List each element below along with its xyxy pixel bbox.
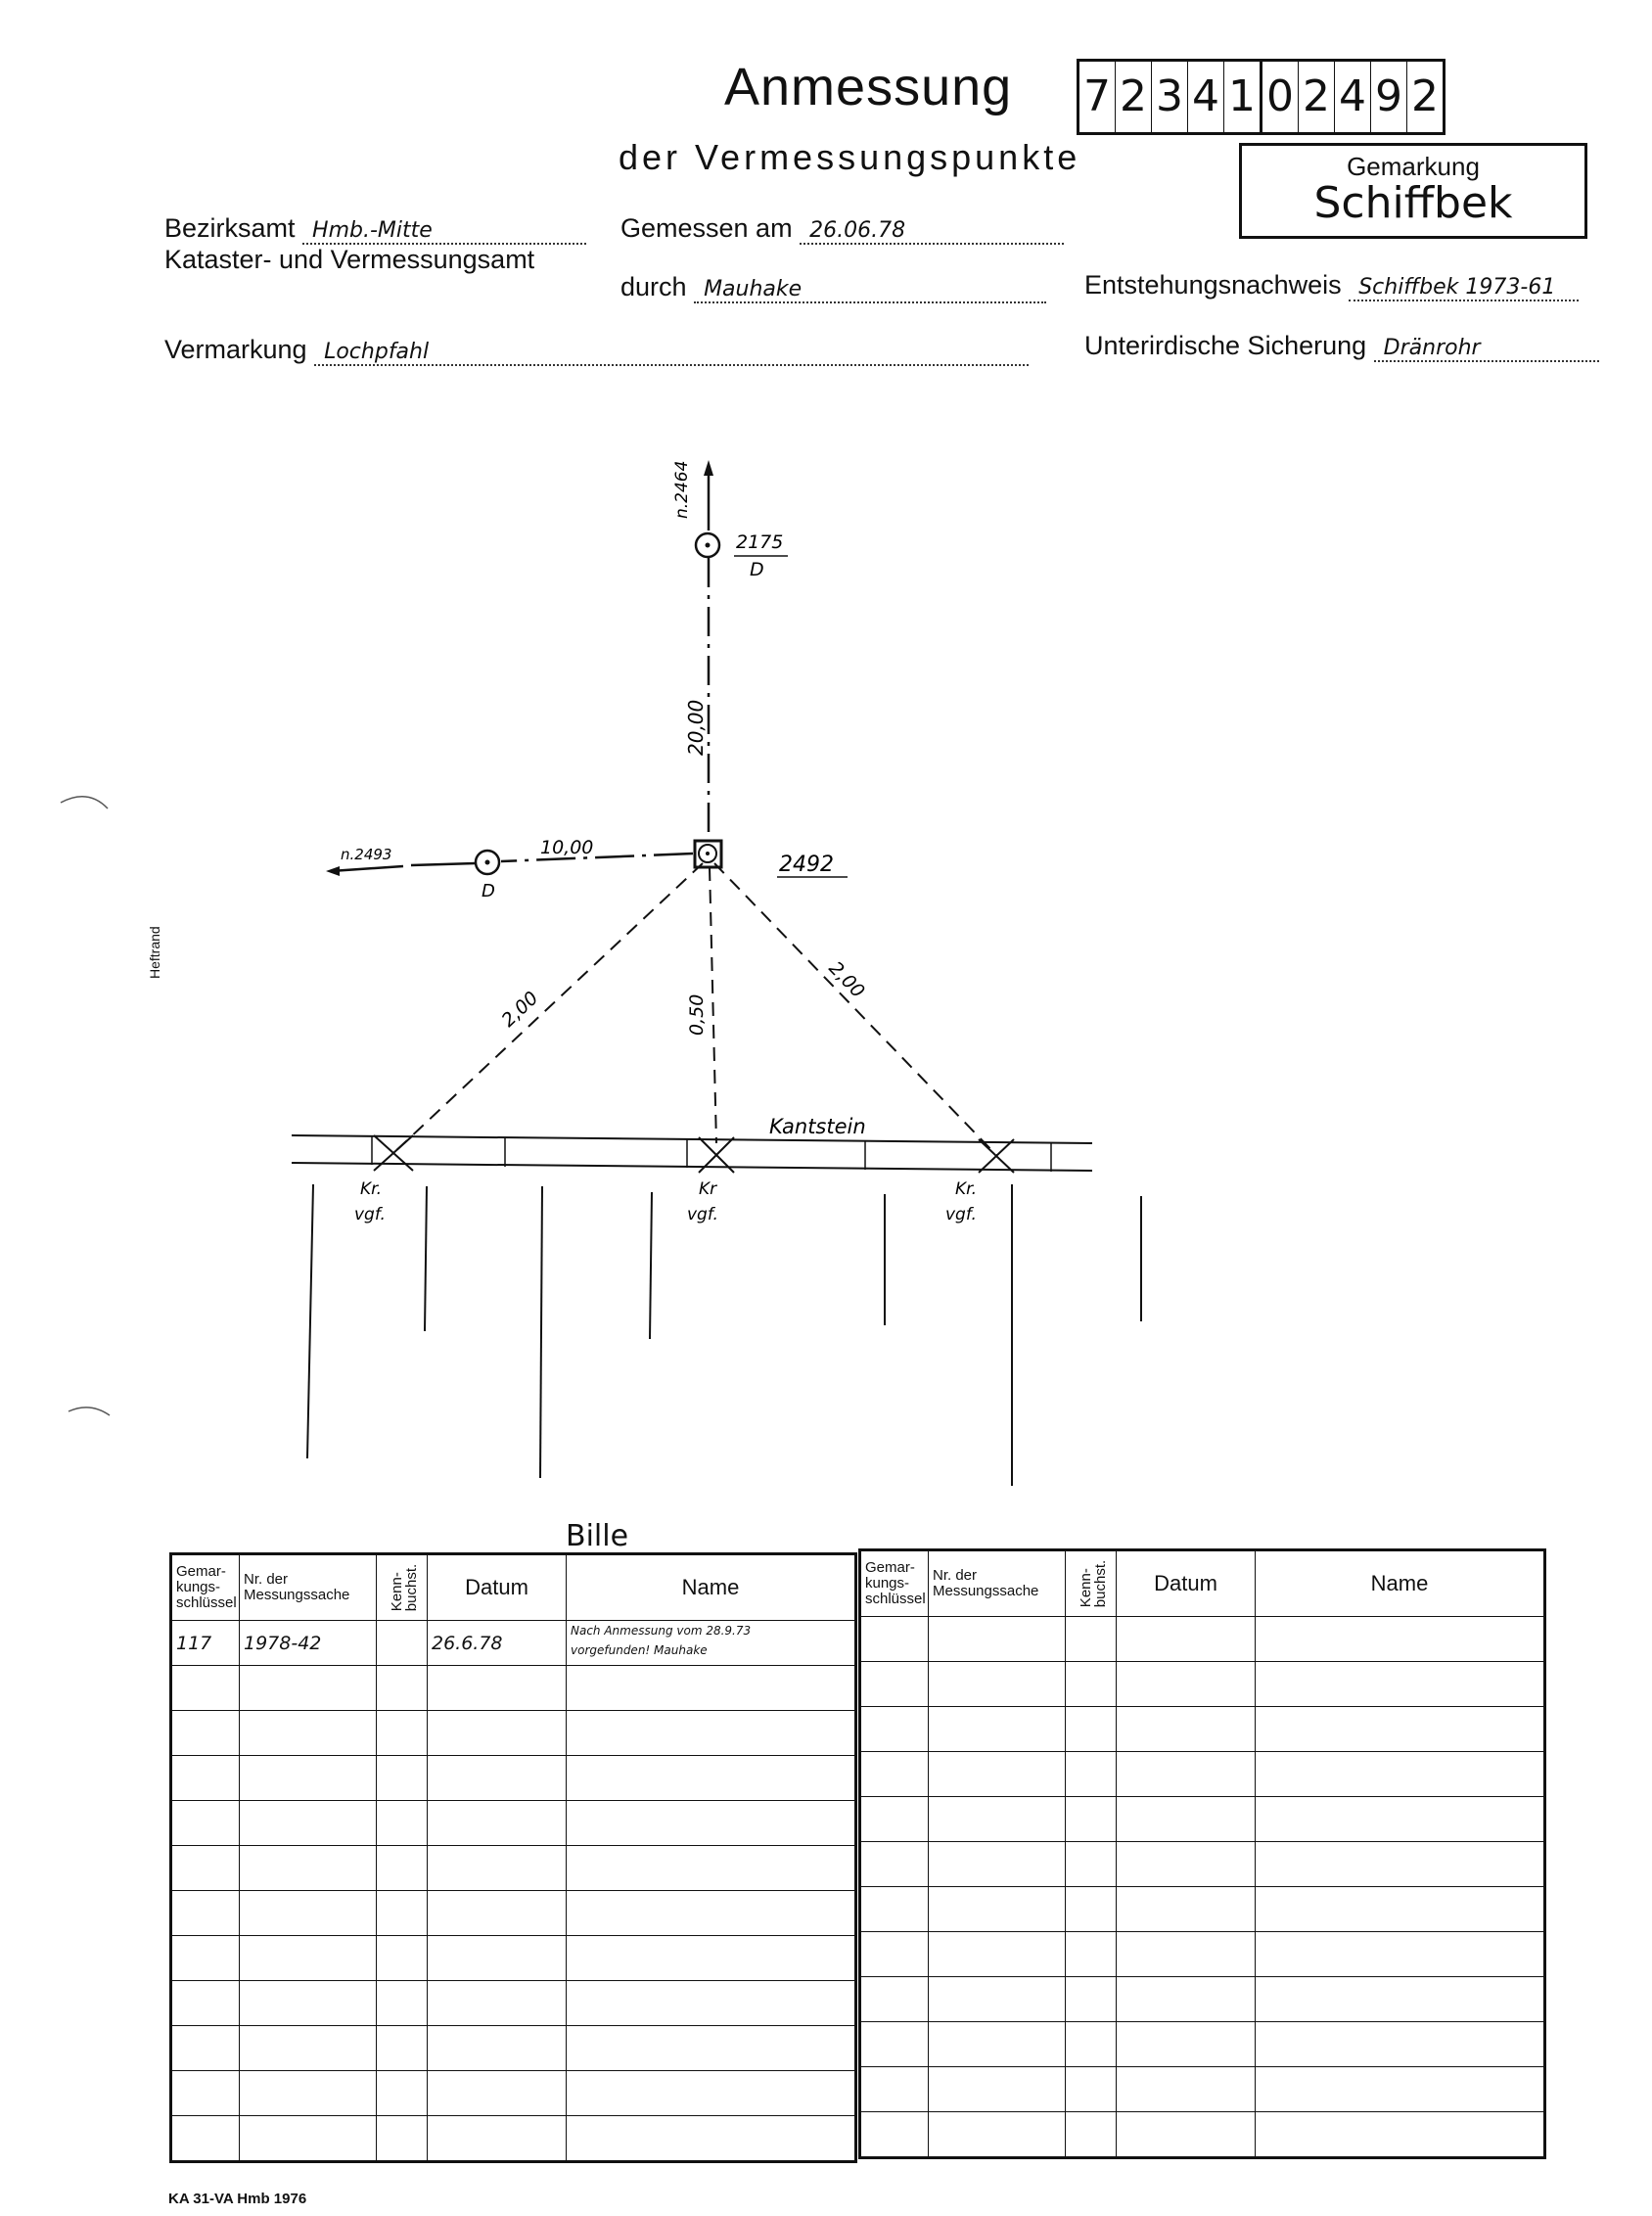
sicherung-label: Unterirdische Sicherung: [1084, 331, 1367, 360]
table-row: [171, 1846, 856, 1891]
center-line: [710, 867, 716, 1143]
north-ref-label: n.2464: [672, 460, 692, 519]
gemessen-value: 26.06.78: [800, 218, 1064, 245]
header-schluessel: Gemar- kungs- schlüssel: [860, 1550, 929, 1617]
cross-center-line2: vgf.: [687, 1205, 718, 1224]
cross-left-icon: [374, 1135, 413, 1171]
table-row: [171, 2071, 856, 2116]
cell-nr: 1978-42: [240, 1621, 377, 1666]
table-row: [171, 1891, 856, 1936]
id-digit: 2: [1299, 62, 1335, 132]
table-row: [860, 1887, 1545, 1932]
durch-value: Mauhake: [694, 277, 1046, 303]
dist-horizontal: 10,00: [540, 837, 594, 858]
header-name: Name: [567, 1554, 856, 1621]
id-digit: 7: [1079, 62, 1116, 132]
table-row: [171, 2026, 856, 2071]
gemessen-label: Gemessen am: [620, 213, 793, 243]
table-row: [860, 1617, 1545, 1662]
dist-right-diag: 2,00: [824, 957, 869, 1002]
table-header-row: [860, 1550, 1545, 1617]
entstehung-label: Entstehungsnachweis: [1084, 270, 1342, 300]
vermarkung-label: Vermarkung: [164, 335, 307, 364]
cross-left-line1: Kr.: [360, 1179, 382, 1199]
header-kenn: Kenn- buchst.: [1066, 1550, 1117, 1617]
dist-left-diag: 2,00: [497, 987, 543, 1032]
table-header-row: [171, 1554, 856, 1621]
point-left-type: D: [482, 881, 495, 901]
table-row: [860, 1797, 1545, 1842]
bezirksamt-value: Hmb.-Mitte: [302, 218, 586, 245]
register-table-left: [169, 1552, 857, 2163]
bezirksamt-label: Bezirksamt: [164, 213, 296, 243]
street-label: Bille: [566, 1519, 629, 1553]
gemarkung-value: Schiffbek: [1313, 178, 1513, 228]
table-row: [860, 1707, 1545, 1752]
cell-name: Nach Anmessung vom 28.9.73 vorgefunden! Mauhake: [567, 1621, 856, 1666]
cell-kenn: [377, 1621, 428, 1666]
durch-label: durch: [620, 272, 687, 301]
id-digit: 9: [1371, 62, 1407, 132]
entstehung-value: Schiffbek 1973-61: [1349, 275, 1579, 301]
id-digit: 0: [1262, 62, 1299, 132]
punch-hole-bottom-icon: [69, 1408, 110, 1415]
id-digit: 2: [1116, 62, 1152, 132]
main-point-label: 2492: [779, 853, 834, 877]
table-row: [171, 1756, 856, 1801]
header-nr: Nr. der Messungssache: [240, 1554, 377, 1621]
header-name: Name: [1256, 1550, 1545, 1617]
west-ref-label: n.2493: [341, 846, 392, 863]
page-subtitle: der Vermessungspunkte: [619, 137, 1081, 177]
header-datum: Datum: [428, 1554, 567, 1621]
register-table-right: [858, 1548, 1546, 2159]
sicherung-value: Dränrohr: [1374, 336, 1599, 362]
cross-left-line2: vgf.: [354, 1205, 386, 1224]
table-row: [860, 1662, 1545, 1707]
vermarkung-value: Lochpfahl: [314, 340, 1029, 366]
table-row: [860, 1842, 1545, 1887]
cross-right-line2: vgf.: [945, 1205, 977, 1224]
header-nr: Nr. der Messungssache: [929, 1550, 1066, 1617]
table-row: [171, 2116, 856, 2162]
table-row: [171, 1711, 856, 1756]
table-row: [171, 1981, 856, 2026]
table-row: [860, 2022, 1545, 2067]
cell-schluessel: 117: [171, 1621, 240, 1666]
table-row: [171, 1666, 856, 1711]
margin-label: Heftrand: [147, 926, 162, 979]
gemarkung-label: Gemarkung: [1347, 152, 1480, 181]
kerb-label: Kantstein: [769, 1115, 866, 1138]
cross-right-icon: [979, 1139, 1014, 1173]
table-row: [860, 2112, 1545, 2158]
header-schluessel: Gemar- kungs- schlüssel: [171, 1554, 240, 1621]
kataster-label: Kataster- und Vermessungsamt: [164, 245, 535, 274]
point-top-type: D: [750, 559, 764, 580]
header-datum: Datum: [1117, 1550, 1256, 1617]
street-lines: [307, 1184, 1141, 1486]
west-arrow-icon: [326, 866, 340, 876]
id-digit: 2: [1411, 71, 1439, 121]
cross-center-line1: Kr: [699, 1179, 717, 1199]
id-digit: 4: [1188, 62, 1224, 132]
form-footer: KA 31-VA Hmb 1976: [168, 2191, 307, 2207]
west-line: [411, 863, 476, 865]
cross-right-line1: Kr.: [955, 1179, 977, 1199]
id-digit: 3: [1152, 62, 1188, 132]
cell-datum: 26.6.78: [428, 1621, 567, 1666]
table-row: [171, 1936, 856, 1981]
point-top-number: 2175: [736, 531, 784, 553]
north-arrow-icon: [704, 460, 713, 476]
id-digit: 1: [1224, 62, 1262, 132]
horizontal-measure-line: [501, 854, 693, 861]
left-diagonal: [391, 863, 703, 1155]
table-row: [860, 2067, 1545, 2112]
table-row: [860, 1932, 1545, 1977]
table-row: [171, 1801, 856, 1846]
right-diagonal: [714, 863, 996, 1155]
header-kenn: Kenn- buchst.: [377, 1554, 428, 1621]
dist-vertical: 20,00: [684, 699, 708, 756]
punch-hole-top-icon: [61, 797, 108, 808]
dist-center: 0,50: [686, 993, 708, 1036]
id-digit: 4: [1335, 62, 1371, 132]
table-row: [171, 1621, 856, 1666]
page-title: Anmessung: [724, 58, 1013, 116]
table-row: [860, 1977, 1545, 2022]
table-row: [860, 1752, 1545, 1797]
